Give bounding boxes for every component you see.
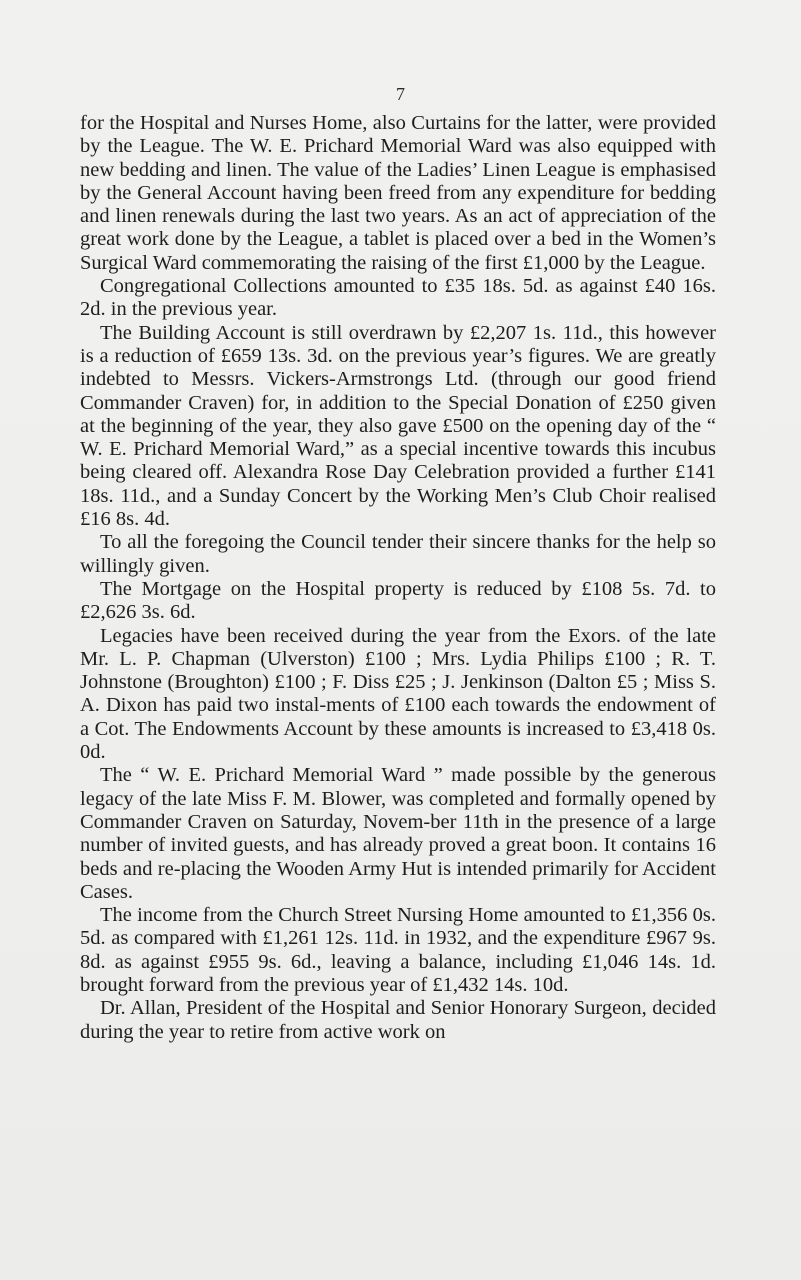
paragraph-dr-allan: Dr. Allan, President of the Hospital and Senior Honorary Surgeon, decided during the year to retire from active work on [80,997,716,1043]
paragraph-linen-league: for the Hospital and Nurses Home, also Curtains for the latter, were provided by the League. The W. E. Prichard Memorial Ward was also equipped with new bedding and linen. The value of the Ladies’ Linen League is emphasised by the General Account having been freed from any expenditure for bedding and linen renewals during the last two years. As an act of appreciation of the great work done by the League, a tablet is placed over a bed in the Women’s Surgical Ward commemorating the raising of the first £1,000 by the League. [80,112,716,274]
paragraph-congregational-collections: Congregational Collections amounted to £35 18s. 5d. as against £40 16s. 2d. in the previous year. [80,275,716,321]
paragraph-council-thanks: To all the foregoing the Council tender their sincere thanks for the help so willingly given. [80,531,716,577]
page-number: 7 [396,84,405,104]
paragraph-memorial-ward: The “ W. E. Prichard Memorial Ward ” made possible by the generous legacy of the late Miss F. M. Blower, was completed and formally opened by Commander Craven on Saturday, Novem-ber 11th in the presence of a large number of invited guests, and has already proved a great boon. It contains 16 beds and re-placing the Wooden Army Hut is intended primarily for Accident Cases. [80,764,716,903]
paragraph-mortgage: The Mortgage on the Hospital property is reduced by £108 5s. 7d. to £2,626 3s. 6d. [80,577,716,624]
paragraph-building-account: The Building Account is still overdrawn by £2,207 1s. 11d., this however is a reduction of £659 13s. 3d. on the previous year’s figures. We are greatly indebted to Messrs. Vickers-Armstrongs Ltd. (through our good friend Commander Craven) for, in addition to the Special Donation of £250 given at the beginning of the year, they also gave £500 on the opening day of the “ W. E. Prichard Memorial Ward,” as a special incentive towards this incubus being cleared off. Alexandra Rose Day Celebration provided a further £141 18s. 11d., and a Sunday Concert by the Working Men’s Club Choir realised £16 8s. 4d. [80,321,716,531]
body-text [80,112,716,1044]
paragraph-nursing-home-income: The income from the Church Street Nursing Home amounted to £1,356 0s. 5d. as compared with £1,261 12s. 11d. in 1932, and the expenditure £967 9s. 8d. as against £955 9s. 6d., leaving a balance, including £1,046 14s. 1d. brought forward from the previous year of £1,432 14s. 10d. [80,904,716,996]
paragraph-legacies: Legacies have been received during the year from the Exors. of the late Mr. L. P. Chapman (Ulverston) £100 ; Mrs. Lydia Philips £100 ; R. T. Johnstone (Broughton) £100 ; F. Diss £25 ; J. Jenkinson (Dalton £5 ; Miss S. A. Dixon has paid two instal-ments of £100 each towards the endowment of a Cot. The Endowments Account by these amounts is increased to £3,418 0s. 0d. [80,624,716,764]
